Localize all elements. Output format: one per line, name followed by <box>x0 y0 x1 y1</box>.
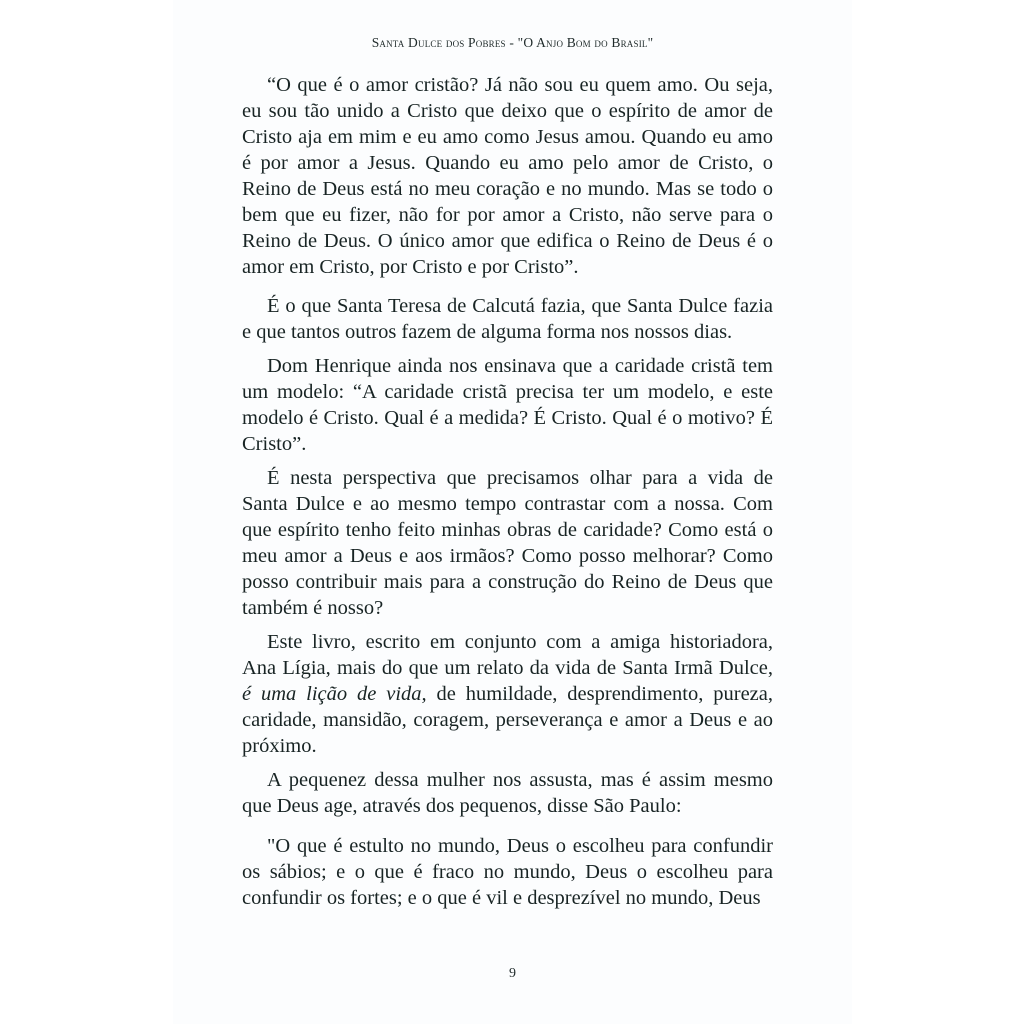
page-number: 9 <box>509 966 516 981</box>
running-head: Santa Dulce dos Pobres - "O Anjo Bom do Brasil" <box>371 35 654 50</box>
body-text <box>242 72 773 911</box>
paragraph-pequenez: A pequenez dessa mulher nos assusta, mas é assim mesmo que Deus age, através dos pequenos, disse São Paulo: <box>242 769 773 817</box>
paragraph-perspectiva: É nesta perspectiva que precisamos olhar para a vida de Santa Dulce e ao mesmo tempo contrastar com a nossa. Com que espírito tenho feito minhas obras de caridade? Como está o meu amor a Deus e aos irmãos? Como posso melhorar? Como posso contribuir mais para a construção do Reino de Deus que também é nosso? <box>242 467 773 619</box>
paragraph-quote-dom-henrique: “O que é o amor cristão? Já não sou eu quem amo. Ou seja, eu sou tão unido a Cristo que deixo que o espírito de amor de Cristo aja em mim e eu amo como Jesus amou. Quando eu amo é por amor a Jesus. Quando eu amo pelo amor de Cristo, o Reino de Deus está no meu coração e no mundo. Mas se todo o bem que eu fizer, não for por amor a Cristo, não serve para o Reino de Deus. O único amor que edifica o Reino de Deus é o amor em Cristo, por Cristo e por Cristo”. <box>242 74 773 278</box>
paragraph-santa-teresa: É o que Santa Teresa de Calcutá fazia, que Santa Dulce fazia e que tantos outros fazem de alguma forma nos nossos dias. <box>242 295 773 343</box>
paragraph-text: Este livro, escrito em conjunto com a amiga historiadora, Ana Lígia, mais do que um relato da vida de Santa Irmã Dulce, <box>242 631 773 679</box>
paragraph-quote-sao-paulo: "O que é estulto no mundo, Deus o escolheu para confundir os sábios; e o que é fraco no mundo, Deus o escolheu para confundir os fortes; e o que é vil e desprezível no mundo, Deus <box>242 835 773 909</box>
paragraph-caridade-modelo: Dom Henrique ainda nos ensinava que a caridade cristã tem um modelo: “A caridade cristã precisa ter um modelo, e este modelo é Cristo. Qual é a medida? É Cristo. Qual é o motivo? É Cristo”. <box>242 355 773 455</box>
book-page <box>173 0 852 1024</box>
paragraph-text: de humildade, desprendimento, pureza, caridade, mansidão, coragem, perseverança e amor a Deus e ao próximo. <box>242 683 773 757</box>
paragraph-este-livro <box>242 629 773 759</box>
italic-phrase: é uma lição de vida, <box>242 683 427 705</box>
